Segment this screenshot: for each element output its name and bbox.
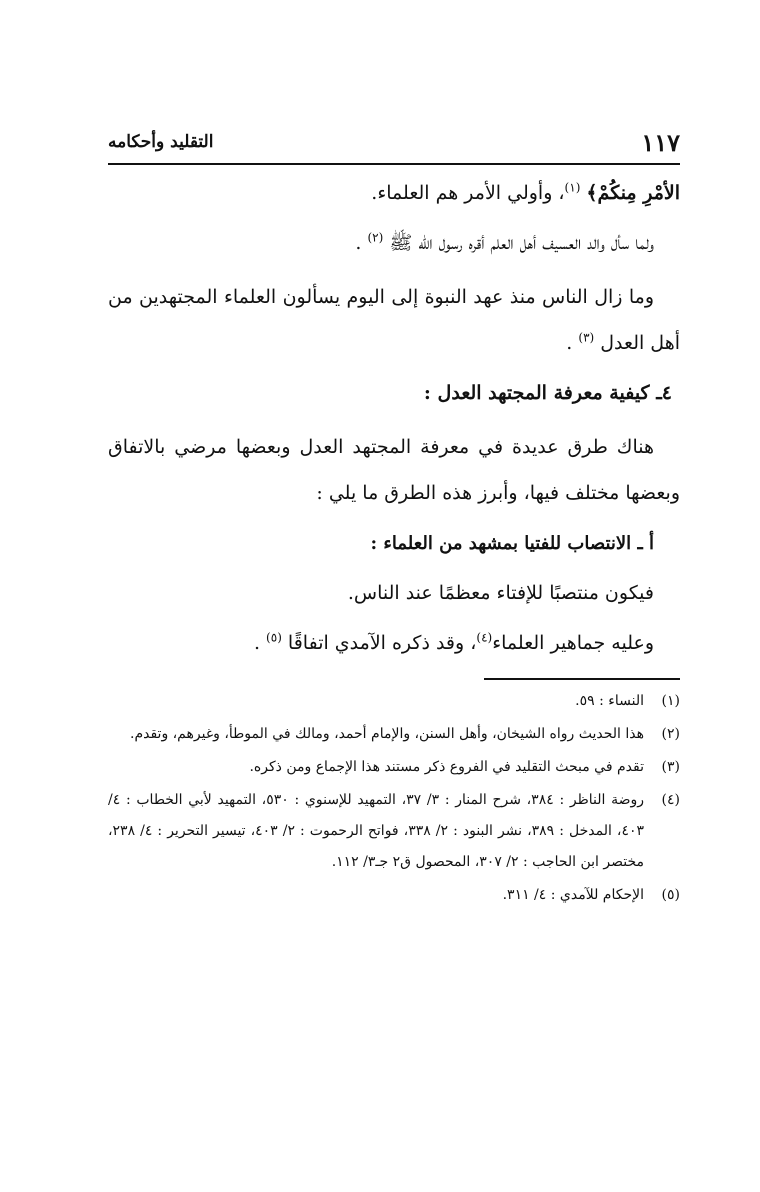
- footnote-number: (٢): [661, 726, 680, 742]
- paragraph-quran-citation: [108, 170, 680, 216]
- footnote-number: (٣): [661, 759, 680, 775]
- footnote-item: [108, 752, 680, 783]
- footnote-number: (٤): [661, 792, 680, 808]
- footnotes: [108, 686, 680, 913]
- paragraph-text: ولما سأل والد العسيف أهل العلم أقره رسول الله ﷺ: [389, 232, 654, 254]
- paragraph-text: ، وقد ذكره الآمدي اتفاقًا: [287, 632, 477, 654]
- footnote-separator: [484, 678, 680, 680]
- paragraph-consensus: [108, 274, 680, 366]
- footnote-ref-5[interactable]: (٥): [266, 630, 282, 645]
- footnote-text: روضة الناظر : ٣٨٤، شرح المنار : ٣/ ٣٧، التمهيد للإسنوي : ٥٣٠، التمهيد لأبي الخطاب : ٤/ ٤٠٣، المدخل : ٣٨٩، نشر البنود : ٢/ ٣٣٨، فواتح الرحموت : ٢/ ٤٠٣، تيسير التحرير : ٤/ ٢٣٨، مختصر ابن الحاجب : ٢/ ٣٠٧، المحصول ق٢ جـ٣/ ١١٢.: [108, 792, 644, 870]
- subsection-heading-a: أ ـ الانتصاب للفتيا بمشهد من العلماء :: [370, 533, 654, 554]
- footnote-item: [108, 719, 680, 750]
- footnote-ref-2[interactable]: (٢): [367, 230, 384, 245]
- footnote-ref-4[interactable]: (٤): [476, 630, 493, 645]
- footnote-item: [108, 785, 680, 878]
- paragraph-methods: هناك طرق عديدة في معرفة المجتهد العدل وبعضها مرضي بالاتفاق وبعضها مختلف فيها، وأبرز هذه الطرق ما يلي :: [108, 436, 680, 504]
- page-number: ١١٧: [641, 128, 680, 157]
- paragraph-asif: [108, 220, 680, 266]
- footnote-text: تقدم في مبحث التقليد في الفروع ذكر مستند هذا الإجماع ومن ذكره.: [249, 759, 644, 775]
- paragraph-text: وما زال الناس منذ عهد النبوة إلى اليوم يسألون العلماء المجتهدين من أهل العدل: [108, 286, 680, 354]
- header-rule: [108, 163, 680, 165]
- main-text: [108, 170, 680, 670]
- footnote-text: هذا الحديث رواه الشيخان، وأهل السنن، والإمام أحمد، ومالك في الموطأ، وغيرهم، وتقدم.: [130, 726, 644, 742]
- footnote-item: [108, 686, 680, 717]
- footnote-ref-1[interactable]: (١): [564, 180, 581, 195]
- footnote-item: [108, 880, 680, 911]
- footnote-number: (٥): [661, 887, 680, 903]
- footnote-ref-3[interactable]: (٣): [578, 330, 595, 345]
- paragraph-majority: [108, 620, 680, 666]
- paragraph-text: ، وأولي الأمر هم العلماء.: [371, 182, 565, 204]
- sentence-end: .: [253, 632, 260, 654]
- page-header: [108, 128, 680, 160]
- quran-verse: الأمْرِ مِنكُمْ﴾: [586, 182, 680, 204]
- footnote-text: النساء : ٥٩.: [575, 693, 644, 709]
- running-title: التقليد وأحكامه: [108, 132, 214, 152]
- section-heading: ٤ـ كيفية معرفة المجتهد العدل :: [423, 382, 672, 404]
- paragraph-text: وعليه جماهير العلماء: [492, 632, 654, 654]
- paragraph-standing: فيكون منتصبًا للإفتاء معظمًا عند الناس.: [347, 582, 654, 604]
- sentence-end: .: [566, 332, 573, 354]
- footnote-text: الإحكام للآمدي : ٤/ ٣١١.: [502, 887, 644, 903]
- sentence-end: .: [355, 232, 362, 254]
- footnote-number: (١): [661, 693, 680, 709]
